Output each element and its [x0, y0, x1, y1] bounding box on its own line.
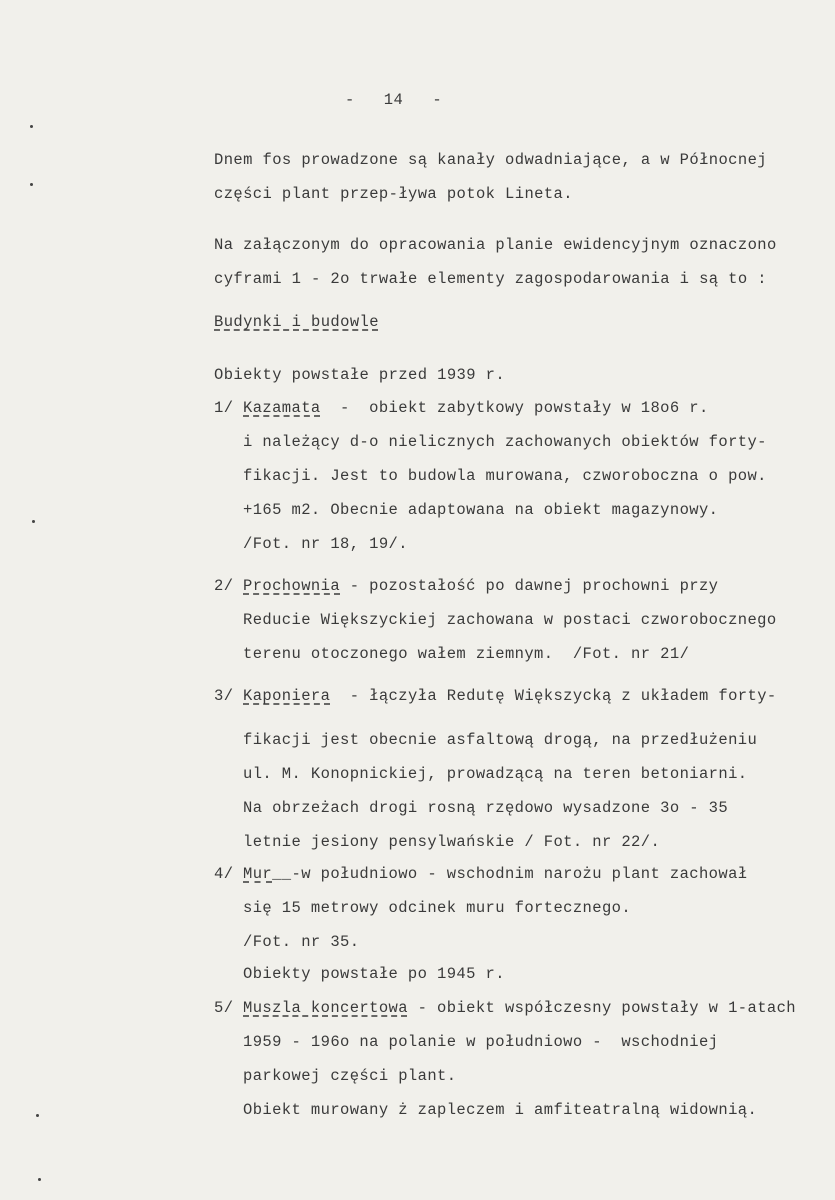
list-item-number: 5/: [214, 999, 234, 1017]
subsection-heading: Obiekty powstałe przed 1939 r.: [214, 366, 506, 384]
list-item-line: ul. M. Konopnickiej, prowadzącą na teren betoniarni.: [243, 765, 748, 783]
list-item-number: 3/: [214, 687, 234, 705]
list-item-term: Muszla koncertowa: [243, 999, 408, 1017]
paragraph-line: Na załączonym do opracowania planie ewidencyjnym oznaczono: [214, 236, 777, 254]
list-item-number: 1/: [214, 399, 234, 417]
list-item-line: Obiekt murowany ż zapleczem i amfiteatralną widownią.: [243, 1101, 758, 1119]
paragraph-line: Dnem fos prowadzone są kanały odwadniające, a w Północnej: [214, 151, 767, 169]
list-item-number: 2/: [214, 577, 234, 595]
list-item-line: /Fot. nr 18, 19/.: [243, 535, 408, 553]
list-item-number: 4/: [214, 865, 234, 883]
margin-dot: [32, 520, 35, 523]
margin-dot: [30, 183, 33, 186]
list-item-first-line: [243, 686, 777, 706]
list-item-term: Kaponiera: [243, 687, 331, 705]
subsection-heading: Obiekty powstałe po 1945 r.: [243, 965, 505, 983]
list-item-line: /Fot. nr 35.: [243, 933, 360, 951]
list-item-line: Na obrzeżach drogi rosną rzędowo wysadzone 3o - 35: [243, 799, 729, 817]
list-item-line: się 15 metrowy odcinek muru fortecznego.: [243, 899, 632, 917]
list-item-text: - łączyła Redutę Większycką z układem forty-: [330, 687, 777, 705]
margin-dot: [38, 1178, 41, 1181]
margin-dot: [36, 1114, 39, 1117]
list-item-term: Kazamata: [243, 399, 321, 417]
paragraph-line: części plant przep-ływa potok Lineta.: [214, 185, 573, 203]
list-item-first-line: [243, 998, 796, 1018]
page-number: - 14 -: [345, 91, 443, 109]
list-item-line: parkowej części plant.: [243, 1067, 457, 1085]
paragraph-line: cyframi 1 - 2o trwałe elementy zagospodarowania i są to :: [214, 270, 767, 288]
list-item-line: fikacji. Jest to budowla murowana, czworoboczna o pow.: [243, 467, 767, 485]
margin-dot: [30, 125, 33, 128]
list-item-line: Reducie Większyckiej zachowana w postaci czworobocznego: [243, 611, 777, 629]
list-item-first-line: [243, 576, 718, 596]
list-item-first-line: [243, 398, 709, 418]
list-item-line: i należący d-o nielicznych zachowanych obiektów forty-: [243, 433, 767, 451]
list-item-text: - pozostałość po dawnej prochowni przy: [340, 577, 719, 595]
section-heading: Budynki i budowle: [214, 313, 379, 331]
list-item-line: fikacji jest obecnie asfaltową drogą, na przedłużeniu: [243, 731, 758, 749]
list-item-text: - obiekt zabytkowy powstały w 18o6 r.: [320, 399, 709, 417]
list-item-term: Prochownia: [243, 577, 341, 595]
list-item-text: __-w południowo - wschodnim narożu plant zachował: [272, 865, 748, 883]
list-item-line: 1959 - 196o na polanie w południowo - wschodniej: [243, 1033, 719, 1051]
list-item-line: letnie jesiony pensylwańskie / Fot. nr 22/.: [243, 833, 661, 851]
list-item-text: - obiekt współczesny powstały w 1-atach: [407, 999, 796, 1017]
list-item-line: terenu otoczonego wałem ziemnym. /Fot. nr 21/: [243, 645, 690, 663]
list-item-term: Mur: [243, 865, 273, 883]
list-item-line: +165 m2. Obecnie adaptowana na obiekt magazynowy.: [243, 501, 719, 519]
list-item-first-line: [243, 864, 747, 884]
